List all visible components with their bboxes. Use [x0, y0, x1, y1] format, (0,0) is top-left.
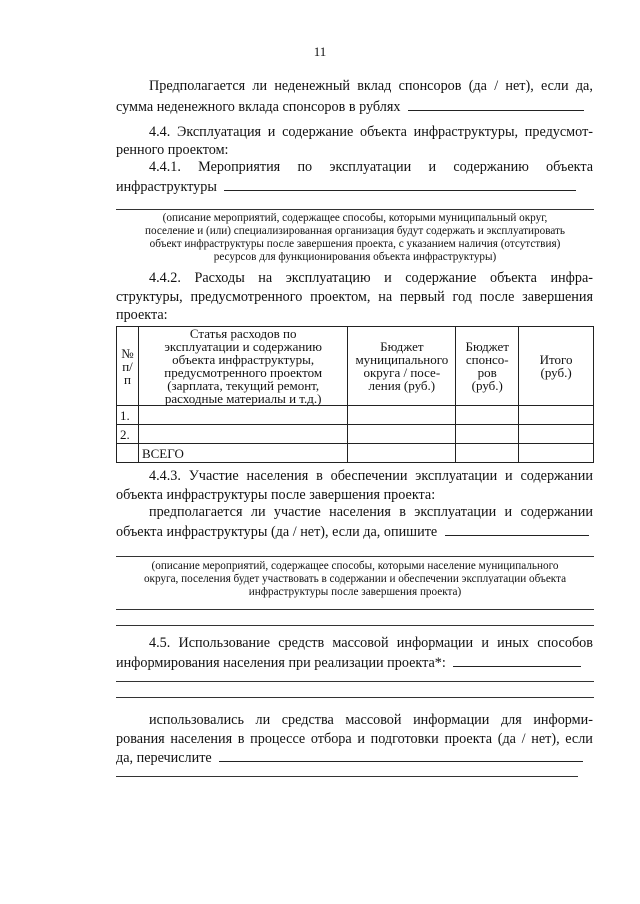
- word: инфра-: [550, 270, 593, 286]
- word: содержании: [520, 504, 593, 520]
- activities-blank-line[interactable]: [116, 209, 594, 210]
- word: содержание: [405, 270, 477, 286]
- word: эксплуатации: [329, 159, 412, 175]
- section-4-4-2-line-2: [116, 288, 593, 306]
- header-line: спонсо-: [465, 352, 509, 367]
- total-sponsors-cell[interactable]: [456, 444, 519, 463]
- header-line: эксплуатации и содержанию: [164, 339, 322, 354]
- word: эксплуатации: [414, 504, 497, 520]
- activities-caption: [116, 212, 594, 264]
- word: на: [378, 289, 393, 305]
- word: год: [452, 289, 472, 305]
- section-4-4-line-1: [149, 123, 593, 141]
- section-4-4-3-line-4-text: объекта инфраструктуры (да / нет), если да, опишите: [116, 524, 438, 540]
- media-usage-blank-line[interactable]: [116, 681, 594, 682]
- word: нет),: [505, 78, 534, 94]
- media-question-line-2: [116, 730, 593, 748]
- row-2-item-cell[interactable]: [138, 425, 347, 444]
- section-4-4-3-line-4: [116, 522, 589, 541]
- word: неденежный: [274, 78, 350, 94]
- word: если: [540, 78, 569, 94]
- word: обеспечении: [330, 468, 408, 484]
- section-4-4-3-line-2: объекта инфраструктуры после завершения проекта:: [116, 487, 436, 503]
- word: использовались: [149, 712, 244, 728]
- header-line: (руб.): [471, 378, 503, 393]
- word: участие: [273, 504, 321, 520]
- header-number: [117, 327, 139, 406]
- participation-caption: [116, 560, 594, 599]
- word: если: [565, 731, 593, 747]
- total-number: [117, 444, 139, 463]
- word: и: [504, 504, 513, 520]
- activities-field[interactable]: [224, 177, 576, 191]
- word: населения: [246, 468, 309, 484]
- word: ли: [250, 504, 266, 520]
- word: вклад: [357, 78, 392, 94]
- word: и: [481, 635, 489, 651]
- table-row: [117, 425, 594, 444]
- header-line: (зарплата, текущий ремонт,: [167, 378, 320, 393]
- word: проекта: [444, 731, 493, 747]
- section-4-4-1-line-2: [116, 177, 576, 196]
- header-line: п/п: [122, 358, 133, 387]
- row-2-sponsors-cell[interactable]: [456, 425, 519, 444]
- word: 4.4.2.: [149, 270, 181, 286]
- header-line: Статья расходов по: [189, 326, 297, 341]
- activities-caption-line-4: ресурсов для функционирования объекта инфраструктуры): [213, 251, 497, 263]
- word: спонсоров: [398, 78, 462, 94]
- word: и: [357, 731, 365, 747]
- word: Участие: [188, 468, 239, 484]
- word: содержании: [520, 468, 593, 484]
- word: предусмотренного: [190, 289, 303, 305]
- word: населения: [170, 731, 233, 747]
- participation-blank-line-2[interactable]: [116, 609, 594, 610]
- row-2-total-cell[interactable]: [519, 425, 594, 444]
- header-line: объекта инфраструктуры,: [172, 352, 315, 367]
- word: эксплуатацию: [285, 270, 371, 286]
- expenses-table: [116, 326, 594, 463]
- header-line: предусмотренного проектом: [164, 365, 323, 380]
- word: способов: [537, 635, 593, 651]
- header-line: округа / посе-: [363, 365, 441, 380]
- row-1-municipal-cell[interactable]: [348, 406, 456, 425]
- section-4-4-1-line-2-text: инфраструктуры: [116, 179, 217, 195]
- page-number: 11: [313, 44, 327, 59]
- word: структуры,: [116, 289, 183, 305]
- participation-blank-line[interactable]: [116, 556, 594, 557]
- word: ли: [255, 712, 271, 728]
- participation-caption-line-2: округа, поселения будет участвовать в содержании и обеспечении эксплуатации объекта: [143, 573, 567, 585]
- word: объекта: [546, 159, 593, 175]
- media-list-blank-line[interactable]: [116, 776, 578, 777]
- header-total: [519, 327, 594, 406]
- total-label: ВСЕГО: [138, 444, 347, 463]
- activities-caption-line-3: объект инфраструктуры после завершения проекта, с указанием наличия (отсутствия): [149, 238, 561, 250]
- word: информи-: [533, 712, 593, 728]
- word: (да: [497, 731, 516, 747]
- section-4-5-line-1: [149, 634, 593, 652]
- word: процессе: [250, 731, 306, 747]
- word: и: [505, 468, 513, 484]
- word: в: [316, 468, 323, 484]
- participation-caption-line-3: инфраструктуры после завершения проекта): [248, 586, 462, 598]
- word: отбора: [310, 731, 352, 747]
- section-4-4-3-line-3: [149, 503, 593, 521]
- row-1-number: 1.: [117, 406, 139, 425]
- media-list-field[interactable]: [219, 748, 583, 762]
- word: Предполагается: [149, 78, 246, 94]
- word: Использование: [178, 635, 271, 651]
- sponsors-line-1: [149, 77, 593, 95]
- row-1-sponsors-cell[interactable]: [456, 406, 519, 425]
- word: населения: [329, 504, 391, 520]
- word: средств: [278, 635, 325, 651]
- word: 4.4.1.: [149, 159, 181, 175]
- header-line: ров: [477, 365, 497, 380]
- word: иных: [497, 635, 529, 651]
- word: содержанию: [453, 159, 529, 175]
- section-4-4-3-line-1: [149, 467, 593, 485]
- word: после: [479, 289, 515, 305]
- table-header-row: [117, 327, 594, 406]
- participation-caption-line-1: (описание мероприятий, содержащее способы, которыми население муниципального: [151, 560, 559, 572]
- word: нет),: [531, 731, 560, 747]
- word: 4.5.: [149, 635, 171, 651]
- header-line: расходные материалы и т.д.): [164, 391, 322, 406]
- header-expense-item: [138, 327, 347, 406]
- media-usage-field[interactable]: [453, 653, 581, 667]
- media-question-line-3-text: да, перечислите: [116, 750, 212, 766]
- word: в: [399, 504, 406, 520]
- participation-blank-line-3[interactable]: [116, 625, 594, 626]
- word: и: [267, 124, 276, 140]
- header-line: (руб.): [540, 365, 572, 380]
- word: Эксплуатация: [176, 124, 262, 140]
- word: и: [428, 159, 437, 175]
- header-line: муниципального: [355, 352, 449, 367]
- sponsors-line-2-text: сумма неденежного вклада спонсоров в рублях: [116, 99, 401, 115]
- header-sponsors-budget: [456, 327, 519, 406]
- activities-caption-line-2: поселение и (или) специализированная организация будут содержать и эксплуатировать: [145, 225, 565, 237]
- section-4-5-line-2: [116, 653, 581, 672]
- word: информации: [396, 635, 474, 651]
- header-line: Итого: [539, 352, 573, 367]
- word: в: [237, 731, 245, 747]
- row-2-number: 2.: [117, 425, 139, 444]
- header-line: №: [121, 345, 134, 361]
- word: информации: [413, 712, 490, 728]
- word: по: [297, 159, 313, 175]
- word: Расходы: [194, 270, 245, 286]
- sponsors-line-2: [116, 97, 584, 116]
- word: содержание: [282, 124, 354, 140]
- media-usage-blank-line-2[interactable]: [116, 697, 594, 698]
- word: и: [384, 270, 392, 286]
- word: предусмот-: [524, 124, 593, 140]
- sponsors-amount-field[interactable]: [408, 97, 584, 111]
- media-question-line-3: [116, 748, 583, 767]
- word: объекта: [359, 124, 407, 140]
- word: эксплуатации: [415, 468, 498, 484]
- word: (да: [468, 78, 487, 94]
- word: рования: [116, 731, 165, 747]
- word: массовой: [332, 635, 389, 651]
- word: на: [258, 270, 273, 286]
- word: /: [494, 78, 499, 94]
- word: массовой: [345, 712, 402, 728]
- word: Мероприятия: [198, 159, 281, 175]
- word: завершения: [522, 289, 593, 305]
- section-4-4-2-line-1: [149, 269, 593, 287]
- row-1-total-cell[interactable]: [519, 406, 594, 425]
- header-municipal-budget: [348, 327, 456, 406]
- word: /: [521, 731, 526, 747]
- row-2-municipal-cell[interactable]: [348, 425, 456, 444]
- header-line: Бюджет: [465, 339, 509, 354]
- word: проектом,: [310, 289, 371, 305]
- word: предполагается: [149, 504, 243, 520]
- section-4-4-line-2: ренного проектом:: [116, 142, 229, 158]
- word: средства: [281, 712, 334, 728]
- section-4-5-line-2-text: информирования населения при реализации проекта*:: [116, 655, 446, 671]
- table-row: [117, 406, 594, 425]
- section-4-4-1-line-1: [149, 158, 593, 176]
- word: инфраструктуры,: [413, 124, 519, 140]
- total-municipal-cell[interactable]: [348, 444, 456, 463]
- table-total-row: [117, 444, 594, 463]
- word: 4.4.3.: [149, 468, 181, 484]
- word: да,: [575, 78, 593, 94]
- section-4-4-2-line-3: проекта:: [116, 307, 168, 323]
- word: 4.4.: [149, 124, 171, 140]
- row-1-item-cell[interactable]: [138, 406, 347, 425]
- word: для: [500, 712, 522, 728]
- activities-caption-line-1: (описание мероприятий, содержащее способы, которыми муниципальный округ,: [162, 212, 548, 224]
- header-line: Бюджет: [380, 339, 424, 354]
- header-line: ления (руб.): [368, 378, 436, 393]
- word: подготовки: [370, 731, 439, 747]
- word: ли: [252, 78, 268, 94]
- participation-field[interactable]: [445, 522, 589, 536]
- word: первый: [399, 289, 445, 305]
- total-total-cell[interactable]: [519, 444, 594, 463]
- word: объекта: [489, 270, 537, 286]
- media-question-line-1: [149, 711, 593, 729]
